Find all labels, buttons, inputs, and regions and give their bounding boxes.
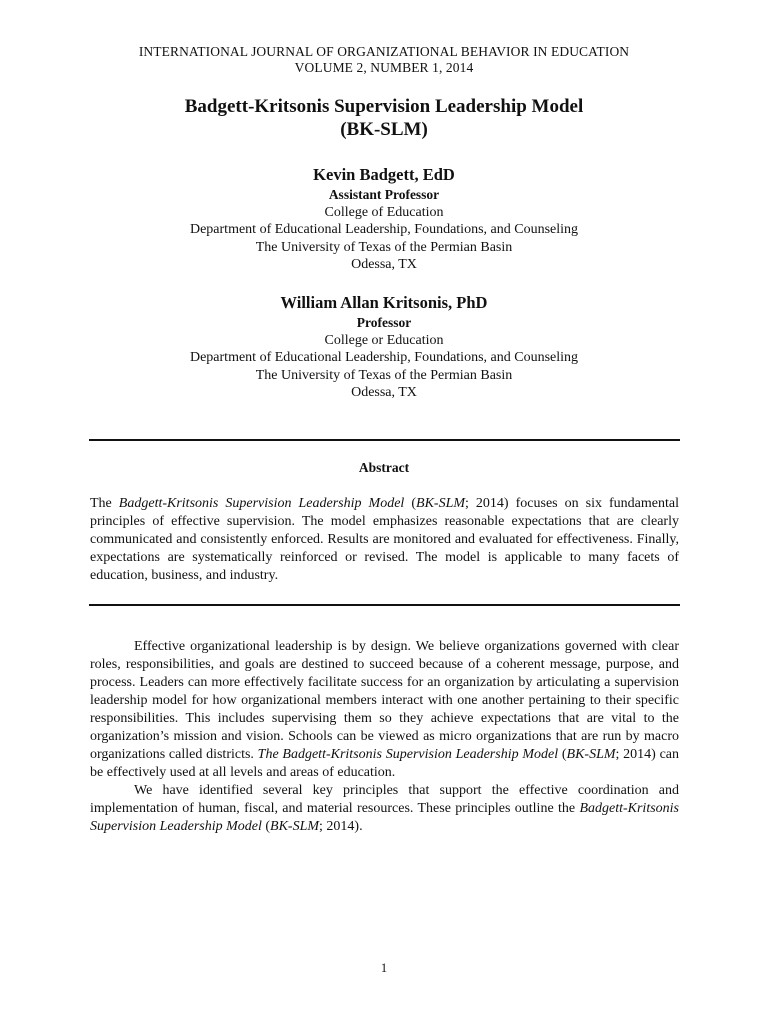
body-paragraph-2 — [90, 782, 679, 836]
body-model-name: The Badgett-Kritsonis Supervision Leadership Model — [257, 747, 559, 762]
author-rank: Assistant Professor — [328, 187, 440, 202]
author-block-1 — [0, 165, 768, 274]
journal-name: INTERNATIONAL JOURNAL OF ORGANIZATIONAL BEHAVIOR IN EDUCATION — [138, 44, 630, 59]
abstract-model-acronym: BK-SLM — [416, 496, 466, 511]
horizontal-rule-top — [89, 439, 680, 441]
author-college: College or Education — [324, 332, 444, 348]
abstract-text-segment: The — [90, 496, 119, 511]
author-college: College of Education — [324, 204, 444, 220]
journal-header — [0, 44, 768, 76]
paper-title-line2: (BK-SLM) — [340, 119, 428, 140]
author-rank: Professor — [356, 315, 412, 330]
abstract-model-name: Badgett-Kritsonis Supervision Leadership Model — [118, 496, 405, 511]
abstract-text-segment: ( — [404, 496, 417, 511]
author-department: Department of Educational Leadership, Foundations, and Counseling — [189, 350, 579, 365]
body-text-segment: ; 2014) can be effectively used at all levels and areas of education. — [90, 747, 679, 780]
body-model-acronym: BK-SLM — [270, 819, 320, 834]
author-university: The University of Texas of the Permian Basin — [255, 239, 513, 255]
author-block-2 — [0, 293, 768, 402]
body-text-segment: We have identified several key principles that support the effective coordination and implementation of human, fiscal, and material resources. These principles outline the — [90, 783, 679, 816]
author-location: Odessa, TX — [351, 257, 417, 272]
author-university: The University of Texas of the Permian Basin — [255, 367, 513, 383]
body-text-segment: ( — [261, 819, 271, 834]
abstract-heading: Abstract — [358, 460, 410, 475]
body-paragraph-1 — [90, 638, 679, 782]
author-location: Odessa, TX — [351, 385, 417, 400]
body-text-segment: ( — [558, 747, 567, 762]
author-name: Kevin Badgett, EdD — [313, 165, 455, 184]
paper-title — [0, 95, 768, 141]
body-model-acronym: BK-SLM — [566, 747, 616, 762]
page-number: 1 — [380, 961, 388, 975]
author-name: William Allan Kritsonis, PhD — [280, 293, 488, 312]
body-model-name: Badgett-Kritsonis Supervision Leadership Model — [90, 801, 679, 834]
paper-title-line1: Badgett-Kritsonis Supervision Leadership Model — [184, 96, 584, 117]
horizontal-rule-bottom — [89, 604, 680, 606]
author-department: Department of Educational Leadership, Foundations, and Counseling — [189, 222, 579, 237]
abstract-paragraph — [90, 495, 679, 585]
body-text-segment: ; 2014). — [319, 819, 363, 834]
body-text — [90, 638, 679, 836]
abstract-text-segment: ; 2014) focuses on six fundamental principles of effective supervision. The model emphasizes reasonable expectations that are clearly communicated and consistently enforced. Results are monitored and evaluated for effectiveness. Finally, expectations are systematically reinforced or revised. The model is applicable to many facets of education, business, and industry. — [90, 496, 679, 583]
body-text-segment: Effective organizational leadership is by design. We believe organizations governed with clear roles, responsibilities, and goals are destined to succeed because of a coherent message, purpose, and process. Leaders can more effectively facilitate success for an organization by articulating a supervision leadership model for how organizational members interact with one another pertaining to their specific responsibilities. This includes supervising them so they achieve expectations that are vital to the organization’s mission and vision. Schools can be viewed as micro organizations that are run by macro organizations called districts. — [90, 639, 679, 762]
journal-volume: VOLUME 2, NUMBER 1, 2014 — [294, 60, 474, 75]
